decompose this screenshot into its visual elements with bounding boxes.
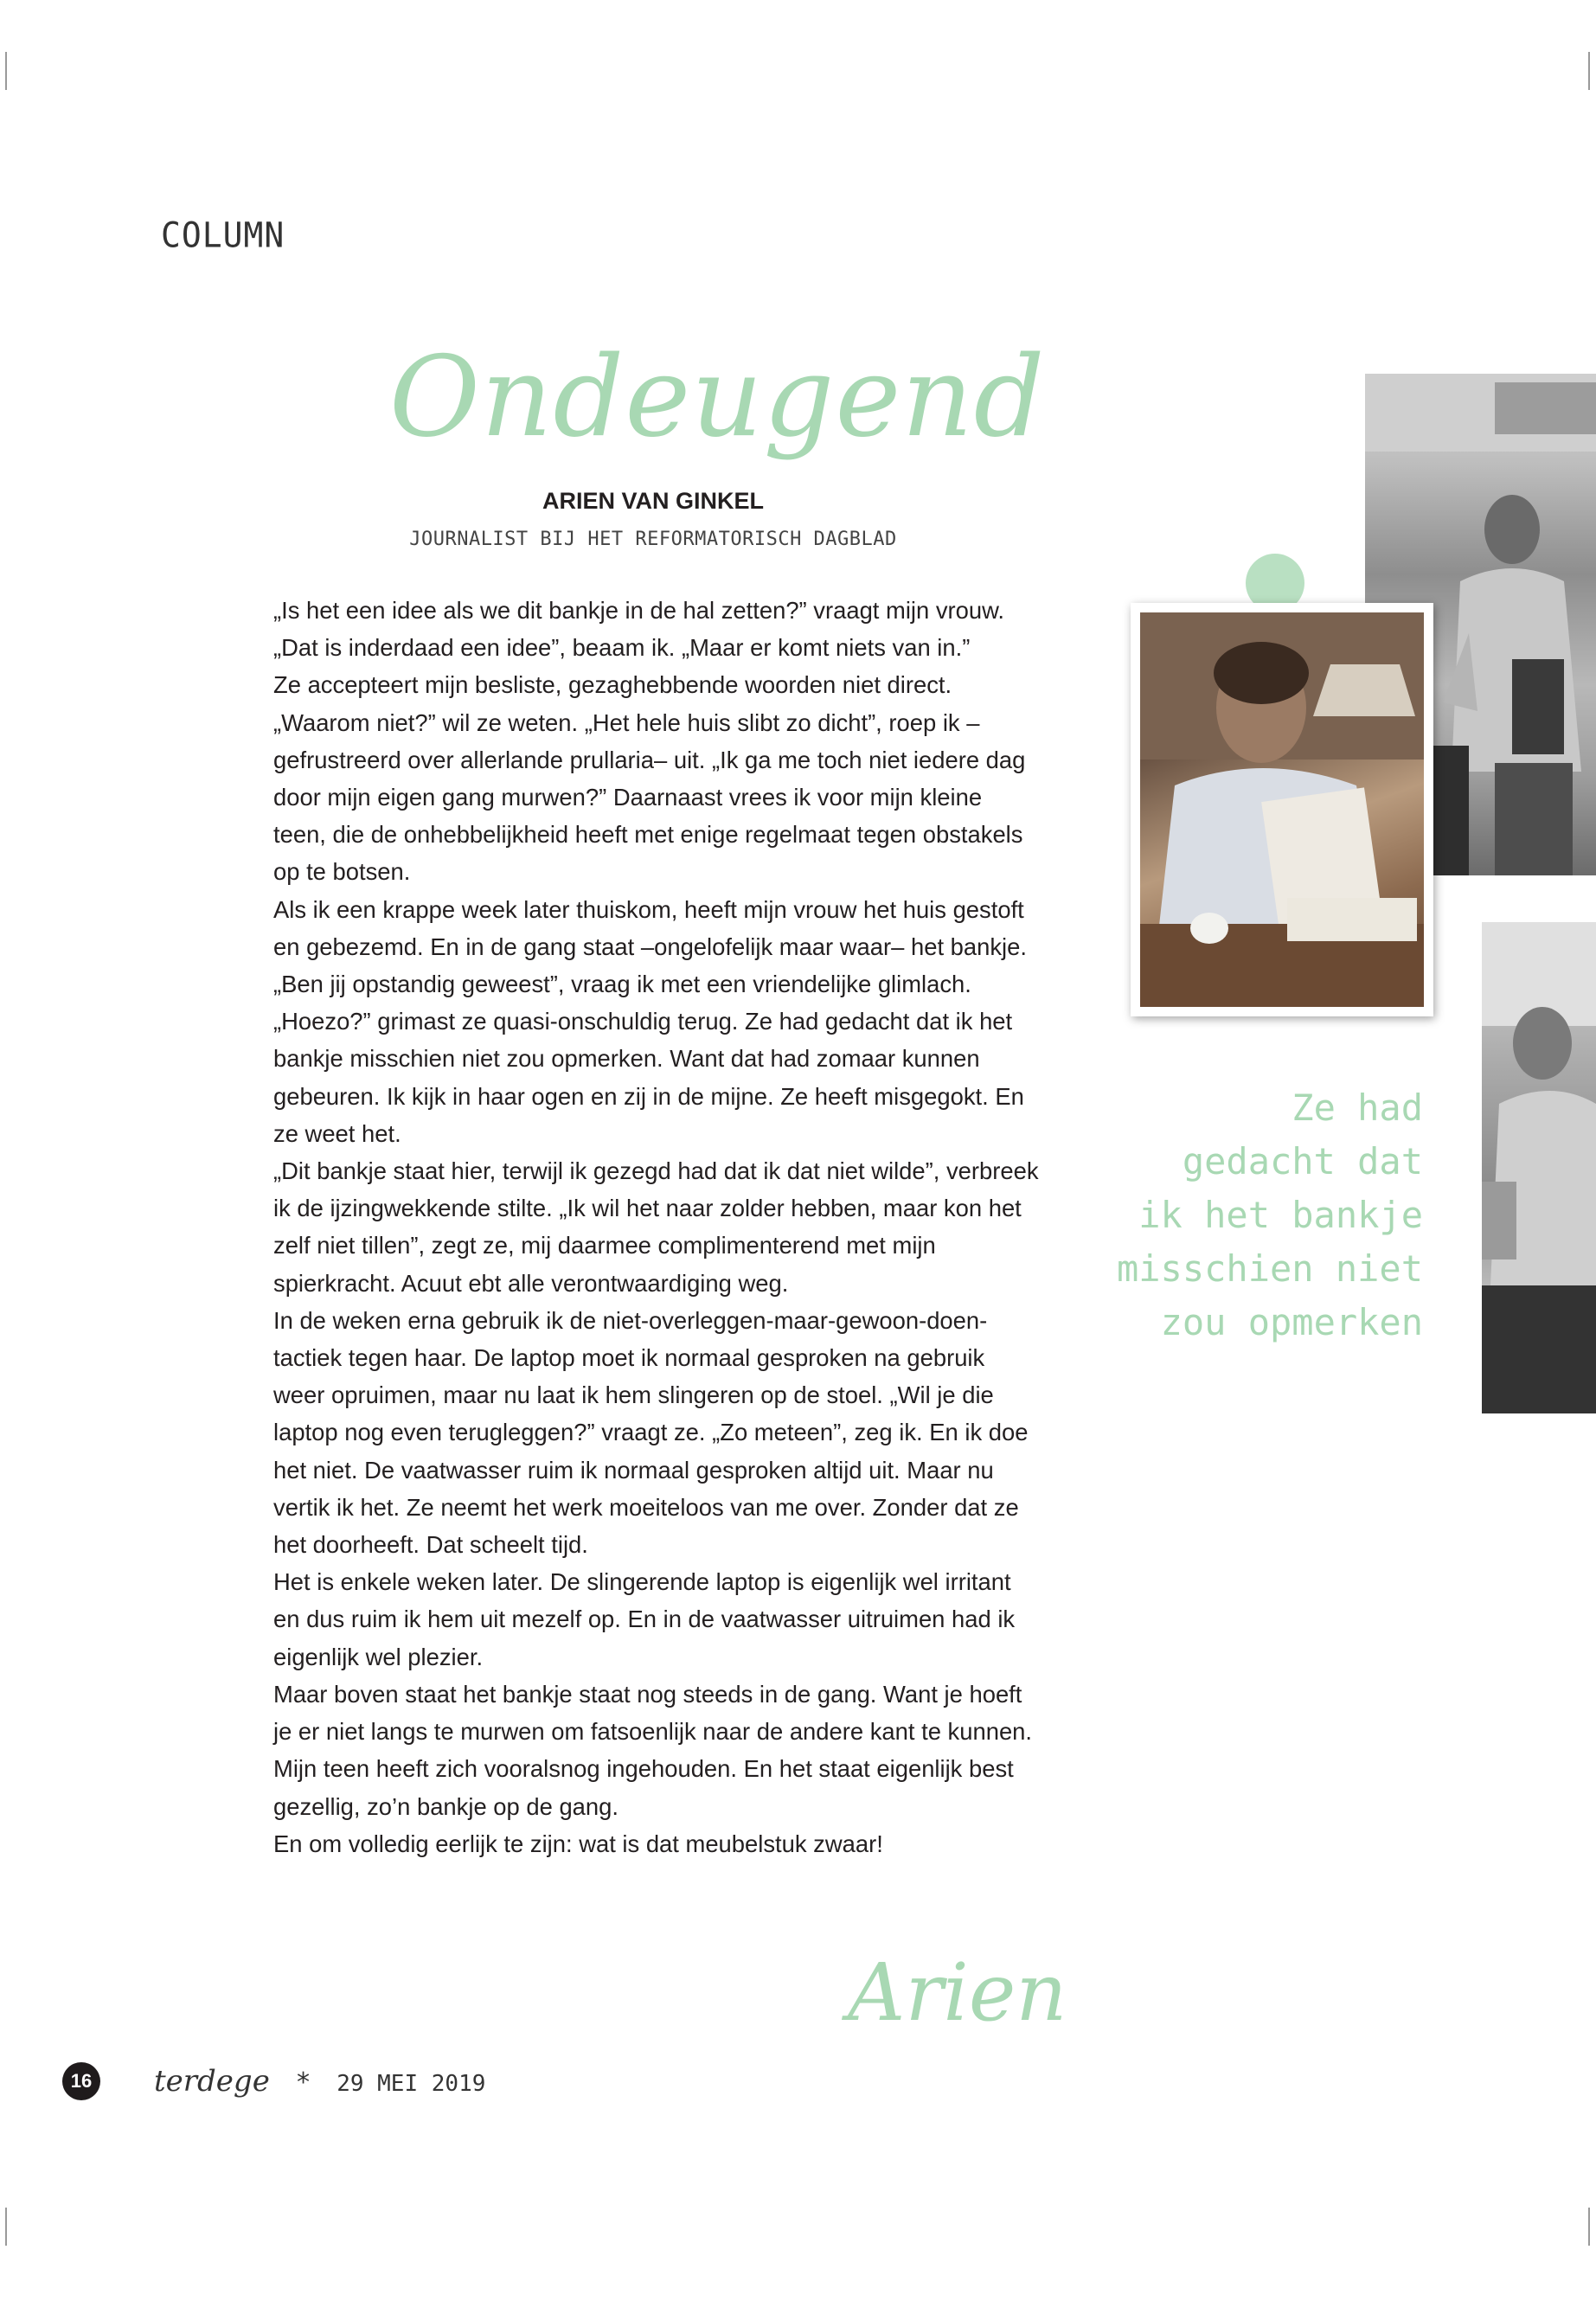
photo-frame <box>1131 603 1433 1016</box>
article-body <box>273 592 1039 1862</box>
footer <box>154 2062 485 2100</box>
photo-kitchen-illustration-2 <box>1482 922 1596 1413</box>
issue-date: 29 MEI 2019 <box>337 2071 486 2097</box>
pull-quote <box>1099 1081 1423 1349</box>
pull-quote-line: Ze had <box>1292 1086 1423 1129</box>
paragraph: En om volledig eerlijk te zijn: wat is dat meubelstuk zwaar! <box>273 1830 883 1857</box>
magazine-brand: terdege <box>154 2064 270 2099</box>
pull-quote-line: ik het bankje <box>1138 1194 1423 1236</box>
asterisk-icon: * <box>295 2067 311 2098</box>
crop-mark-bottom-left <box>5 2208 7 2246</box>
paragraph: In de weken erna gebruik ik de niet-overleggen-maar-gewoon-doen-tactiek tegen haar. De laptop moet ik normaal gesproken na gebruik weer opruimen, maar nu laat ik hem slingeren op de stoel. „Wil je die laptop nog even terugleggen?” vraagt ze. „Zo meteen”, zeg ik. En ik doe het niet. De vaatwasser ruim ik normaal gesproken altijd uit. Maar nu vertik ik het. Ze neemt het werk moeiteloos van me over. Zonder dat ze het doorheeft. Dat scheelt tijd. <box>273 1306 1029 1559</box>
author-signature: Arien <box>848 1946 1067 2039</box>
photo-reading-illustration <box>1140 612 1424 1007</box>
crop-mark-bottom-right <box>1588 2208 1590 2246</box>
page-number: 16 <box>62 2062 100 2100</box>
author-name: ARIEN VAN GINKEL <box>542 488 764 514</box>
article-title: Ondeugend <box>389 333 1046 462</box>
paragraph: Als ik een krappe week later thuiskom, heeft mijn vrouw het huis gestoft en gebezemd. En in de gang staat –ongelofelijk maar waar– het bankje. „Ben jij opstandig geweest”, vraag ik met een vriendelijke glimlach. „Hoezo?” grimast ze quasi-onschuldig terug. Ze had gedacht dat ik het bankje misschien niet zou opmerken. Want dat had zomaar kunnen gebeuren. Ik kijk in haar ogen en zij in de mijne. Ze heeft misgegokt. En ze weet het. <box>273 895 1027 1147</box>
paragraph: Ze accepteert mijn besliste, gezaghebbende woorden niet direct. „Waarom niet?” wil ze weten. „Het hele huis slibt zo dicht”, roep ik –gefrustreerd over allerlande prullaria– uit. „Ik ga me toch niet iedere dag door mijn eigen gang murwen?” Daarnaast vrees ik voor mijn kleine teen, die de onhebbelijkheid heeft met enige regelmaat tegen obstakels op te botsen. <box>273 671 1026 886</box>
paragraph: Maar boven staat het bankje staat nog steeds in de gang. Want je hoeft je er niet langs te murwen om fatsoenlijk naar de andere kant te kunnen. Mijn teen heeft zich vooralsnog ingehouden. En het staat eigenlijk best gezellig, zo’n bankje op de gang. <box>273 1680 1033 1820</box>
author-role: JOURNALIST BIJ HET REFORMATORISCH DAGBLAD <box>409 529 897 550</box>
photo-man-reading-newspaper <box>1140 612 1424 1007</box>
pull-quote-line: misschien niet <box>1116 1247 1423 1290</box>
pull-quote-line: zou opmerken <box>1160 1301 1423 1343</box>
paragraph: „Is het een idee als we dit bankje in de hal zetten?” vraagt mijn vrouw. „Dat is inderdaad een idee”, beaam ik. „Maar er komt niets van in.” <box>273 597 1005 662</box>
crop-mark-top-left <box>5 52 7 90</box>
pull-quote-line: gedacht dat <box>1182 1140 1423 1183</box>
crop-mark-top-right <box>1588 52 1590 90</box>
photo-man-kitchen-smiling <box>1482 922 1596 1413</box>
paragraph: „Dit bankje staat hier, terwijl ik gezegd had dat ik dat niet wilde”, verbreek ik de ijzingwekkende stilte. „Ik wil het naar zolder hebben, maar kon het zelf niet tillen”, zegt ze, mij daarmee complimenterend met mijn spierkracht. Acuut ebt alle verontwaardiging weg. <box>273 1157 1039 1297</box>
paragraph: Het is enkele weken later. De slingerende laptop is eigenlijk wel irritant en dus ruim ik hem uit mezelf op. En in de vaatwasser uitruimen had ik eigenlijk wel plezier. <box>273 1568 1016 1670</box>
section-label: COLUMN <box>161 215 285 256</box>
